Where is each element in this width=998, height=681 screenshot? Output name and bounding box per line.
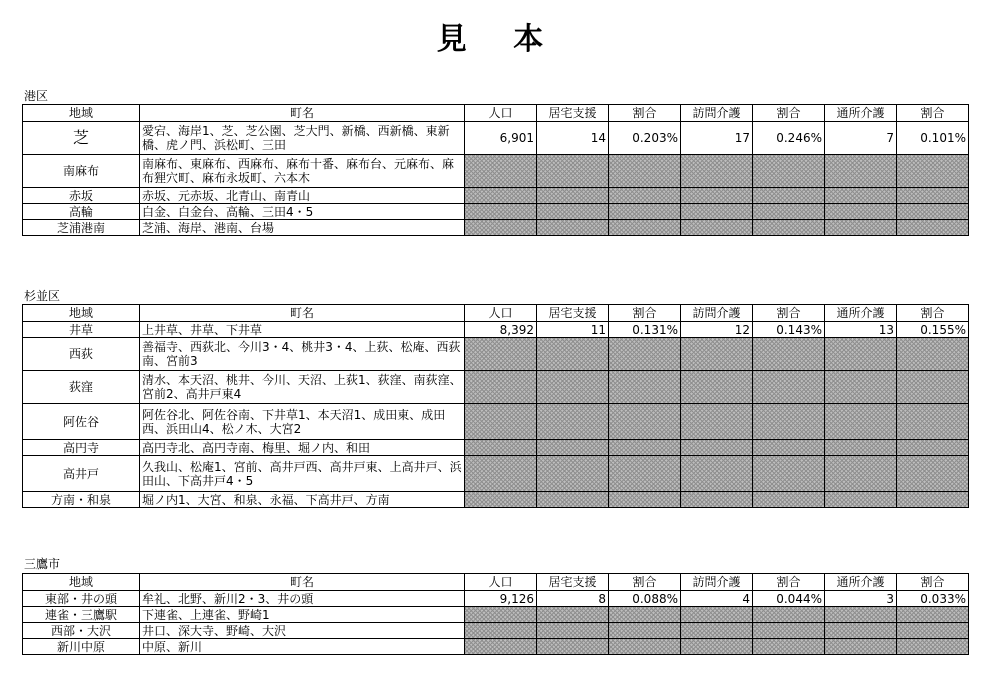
hatched-cell [897, 404, 969, 440]
header-ratio: 割合 [897, 305, 969, 322]
ratio-cell: 0.088% [609, 591, 681, 607]
hatched-cell [537, 440, 609, 456]
header-ratio: 割合 [609, 574, 681, 591]
hatched-cell [753, 639, 825, 655]
header-home-support: 居宅支援 [537, 305, 609, 322]
header-ratio: 割合 [609, 305, 681, 322]
hatched-cell [753, 404, 825, 440]
hatched-cell [681, 639, 753, 655]
towns-cell: 高円寺北、高円寺南、梅里、堀ノ内、和田 [140, 440, 465, 456]
ratio-cell: 0.155% [897, 322, 969, 338]
hatched-cell [825, 371, 897, 404]
hatched-cell [609, 404, 681, 440]
hatched-cell [609, 220, 681, 236]
hatched-cell [897, 623, 969, 639]
hatched-cell [753, 440, 825, 456]
hatched-cell [537, 338, 609, 371]
towns-cell: 上井草、井草、下井草 [140, 322, 465, 338]
hatched-cell [753, 623, 825, 639]
ratio-cell: 0.246% [753, 122, 825, 155]
hatched-cell [609, 188, 681, 204]
table-row [23, 623, 969, 639]
table-row [23, 607, 969, 623]
header-towns: 町名 [140, 105, 465, 122]
area-cell: 芝浦港南 [23, 220, 140, 236]
ratio-cell: 0.203% [609, 122, 681, 155]
table-row [23, 155, 969, 188]
towns-cell: 牟礼、北野、新川2・3、井の頭 [140, 591, 465, 607]
towns-cell: 白金、白金台、高輪、三田4・5 [140, 204, 465, 220]
hatched-cell [537, 155, 609, 188]
header-ratio: 割合 [609, 105, 681, 122]
table-row [23, 220, 969, 236]
section-label-minato: 港区 [24, 89, 49, 103]
hatched-cell [897, 155, 969, 188]
hatched-cell [465, 188, 537, 204]
home-support-cell: 11 [537, 322, 609, 338]
hatched-cell [681, 623, 753, 639]
header-ratio: 割合 [753, 574, 825, 591]
area-cell: 西部・大沢 [23, 623, 140, 639]
hatched-cell [681, 404, 753, 440]
hatched-cell [537, 639, 609, 655]
towns-cell: 南麻布、東麻布、西麻布、麻布十番、麻布台、元麻布、麻布狸穴町、麻布永坂町、六本木 [140, 155, 465, 188]
hatched-cell [825, 155, 897, 188]
hatched-cell [897, 188, 969, 204]
area-cell: 連雀・三鷹駅 [23, 607, 140, 623]
header-area: 地域 [23, 105, 140, 122]
header-home-support: 居宅支援 [537, 574, 609, 591]
hatched-cell [825, 639, 897, 655]
day-care-cell: 3 [825, 591, 897, 607]
hatched-cell [825, 440, 897, 456]
hatched-cell [753, 188, 825, 204]
towns-cell: 中原、新川 [140, 639, 465, 655]
towns-cell: 阿佐谷北、阿佐谷南、下井草1、本天沼1、成田東、成田西、浜田山4、松ノ木、大宮2 [140, 404, 465, 440]
table-row [23, 404, 969, 440]
table-row [23, 188, 969, 204]
table-row [23, 456, 969, 492]
hatched-cell [537, 220, 609, 236]
table-row [23, 322, 969, 338]
area-cell: 東部・井の頭 [23, 591, 140, 607]
header-day-care: 通所介護 [825, 105, 897, 122]
hatched-cell [609, 155, 681, 188]
table-row [23, 639, 969, 655]
hatched-cell [753, 492, 825, 508]
population-cell: 6,901 [465, 122, 537, 155]
header-ratio: 割合 [897, 574, 969, 591]
header-home-care: 訪問介護 [681, 105, 753, 122]
hatched-cell [465, 220, 537, 236]
hatched-cell [897, 456, 969, 492]
header-home-care: 訪問介護 [681, 305, 753, 322]
hatched-cell [537, 371, 609, 404]
hatched-cell [753, 456, 825, 492]
hatched-cell [465, 456, 537, 492]
header-ratio: 割合 [753, 305, 825, 322]
table-row [23, 204, 969, 220]
header-ratio: 割合 [753, 105, 825, 122]
hatched-cell [753, 607, 825, 623]
towns-cell: 堀ノ内1、大宮、和泉、永福、下高井戸、方南 [140, 492, 465, 508]
header-ratio: 割合 [897, 105, 969, 122]
hatched-cell [537, 188, 609, 204]
header-population: 人口 [465, 305, 537, 322]
hatched-cell [681, 204, 753, 220]
area-cell: 荻窪 [23, 371, 140, 404]
hatched-cell [681, 440, 753, 456]
hatched-cell [465, 607, 537, 623]
hatched-cell [537, 623, 609, 639]
hatched-cell [897, 220, 969, 236]
hatched-cell [825, 220, 897, 236]
section-label-suginami: 杉並区 [24, 289, 61, 303]
hatched-cell [897, 338, 969, 371]
header-home-support: 居宅支援 [537, 105, 609, 122]
hatched-cell [609, 492, 681, 508]
hatched-cell [825, 607, 897, 623]
hatched-cell [609, 623, 681, 639]
hatched-cell [465, 371, 537, 404]
table-row [23, 440, 969, 456]
population-cell: 8,392 [465, 322, 537, 338]
table-row [23, 492, 969, 508]
section-label-mitaka: 三鷹市 [24, 557, 61, 571]
header-population: 人口 [465, 574, 537, 591]
ratio-cell: 0.143% [753, 322, 825, 338]
hatched-cell [681, 188, 753, 204]
area-cell: 阿佐谷 [23, 404, 140, 440]
hatched-cell [609, 607, 681, 623]
header-population: 人口 [465, 105, 537, 122]
header-row [23, 105, 969, 122]
hatched-cell [609, 338, 681, 371]
area-cell: 新川中原 [23, 639, 140, 655]
hatched-cell [825, 492, 897, 508]
ratio-cell: 0.101% [897, 122, 969, 155]
ratio-cell: 0.131% [609, 322, 681, 338]
home-care-cell: 17 [681, 122, 753, 155]
header-towns: 町名 [140, 574, 465, 591]
day-care-cell: 7 [825, 122, 897, 155]
towns-cell: 井口、深大寺、野崎、大沢 [140, 623, 465, 639]
towns-cell: 善福寺、西荻北、今川3・4、桃井3・4、上荻、松庵、西荻南、宮前3 [140, 338, 465, 371]
area-cell: 井草 [23, 322, 140, 338]
hatched-cell [465, 338, 537, 371]
hatched-cell [609, 440, 681, 456]
towns-cell: 芝浦、海岸、港南、台場 [140, 220, 465, 236]
header-day-care: 通所介護 [825, 574, 897, 591]
hatched-cell [825, 204, 897, 220]
page-title: 見 本 [436, 22, 562, 57]
hatched-cell [681, 220, 753, 236]
hatched-cell [825, 456, 897, 492]
hatched-cell [897, 440, 969, 456]
hatched-cell [465, 404, 537, 440]
hatched-cell [609, 204, 681, 220]
hatched-cell [897, 204, 969, 220]
header-towns: 町名 [140, 305, 465, 322]
hatched-cell [825, 338, 897, 371]
area-cell: 赤坂 [23, 188, 140, 204]
table-row [23, 591, 969, 607]
hatched-cell [753, 338, 825, 371]
home-support-cell: 8 [537, 591, 609, 607]
hatched-cell [681, 155, 753, 188]
header-row [23, 574, 969, 591]
towns-cell: 赤坂、元赤坂、北青山、南青山 [140, 188, 465, 204]
hatched-cell [753, 204, 825, 220]
population-cell: 9,126 [465, 591, 537, 607]
table-mitaka [22, 573, 969, 655]
hatched-cell [897, 371, 969, 404]
towns-cell: 下連雀、上連雀、野崎1 [140, 607, 465, 623]
ratio-cell: 0.044% [753, 591, 825, 607]
hatched-cell [825, 404, 897, 440]
table-suginami [22, 304, 969, 508]
hatched-cell [897, 492, 969, 508]
hatched-cell [681, 371, 753, 404]
table-row [23, 338, 969, 371]
hatched-cell [897, 607, 969, 623]
header-area: 地域 [23, 305, 140, 322]
area-cell: 高円寺 [23, 440, 140, 456]
hatched-cell [609, 639, 681, 655]
hatched-cell [465, 639, 537, 655]
hatched-cell [537, 456, 609, 492]
area-cell: 芝 [23, 122, 140, 155]
hatched-cell [465, 492, 537, 508]
table-row [23, 122, 969, 155]
hatched-cell [609, 456, 681, 492]
area-cell: 高輪 [23, 204, 140, 220]
hatched-cell [465, 440, 537, 456]
hatched-cell [753, 155, 825, 188]
header-home-care: 訪問介護 [681, 574, 753, 591]
hatched-cell [537, 607, 609, 623]
table-row [23, 371, 969, 404]
hatched-cell [465, 155, 537, 188]
area-cell: 高井戸 [23, 456, 140, 492]
hatched-cell [825, 623, 897, 639]
hatched-cell [537, 492, 609, 508]
hatched-cell [825, 188, 897, 204]
towns-cell: 愛宕、海岸1、芝、芝公園、芝大門、新橋、西新橋、東新橋、虎ノ門、浜松町、三田 [140, 122, 465, 155]
area-cell: 西荻 [23, 338, 140, 371]
ratio-cell: 0.033% [897, 591, 969, 607]
hatched-cell [537, 204, 609, 220]
hatched-cell [681, 607, 753, 623]
hatched-cell [465, 623, 537, 639]
hatched-cell [897, 639, 969, 655]
day-care-cell: 13 [825, 322, 897, 338]
hatched-cell [681, 338, 753, 371]
hatched-cell [465, 204, 537, 220]
hatched-cell [681, 456, 753, 492]
hatched-cell [537, 404, 609, 440]
hatched-cell [681, 492, 753, 508]
header-area: 地域 [23, 574, 140, 591]
area-cell: 方南・和泉 [23, 492, 140, 508]
hatched-cell [609, 371, 681, 404]
area-cell: 南麻布 [23, 155, 140, 188]
header-day-care: 通所介護 [825, 305, 897, 322]
home-support-cell: 14 [537, 122, 609, 155]
towns-cell: 清水、本天沼、桃井、今川、天沼、上荻1、荻窪、南荻窪、宮前2、高井戸東4 [140, 371, 465, 404]
header-row [23, 305, 969, 322]
hatched-cell [753, 220, 825, 236]
home-care-cell: 4 [681, 591, 753, 607]
hatched-cell [753, 371, 825, 404]
towns-cell: 久我山、松庵1、宮前、高井戸西、高井戸東、上高井戸、浜田山、下高井戸4・5 [140, 456, 465, 492]
table-minato [22, 104, 969, 236]
home-care-cell: 12 [681, 322, 753, 338]
